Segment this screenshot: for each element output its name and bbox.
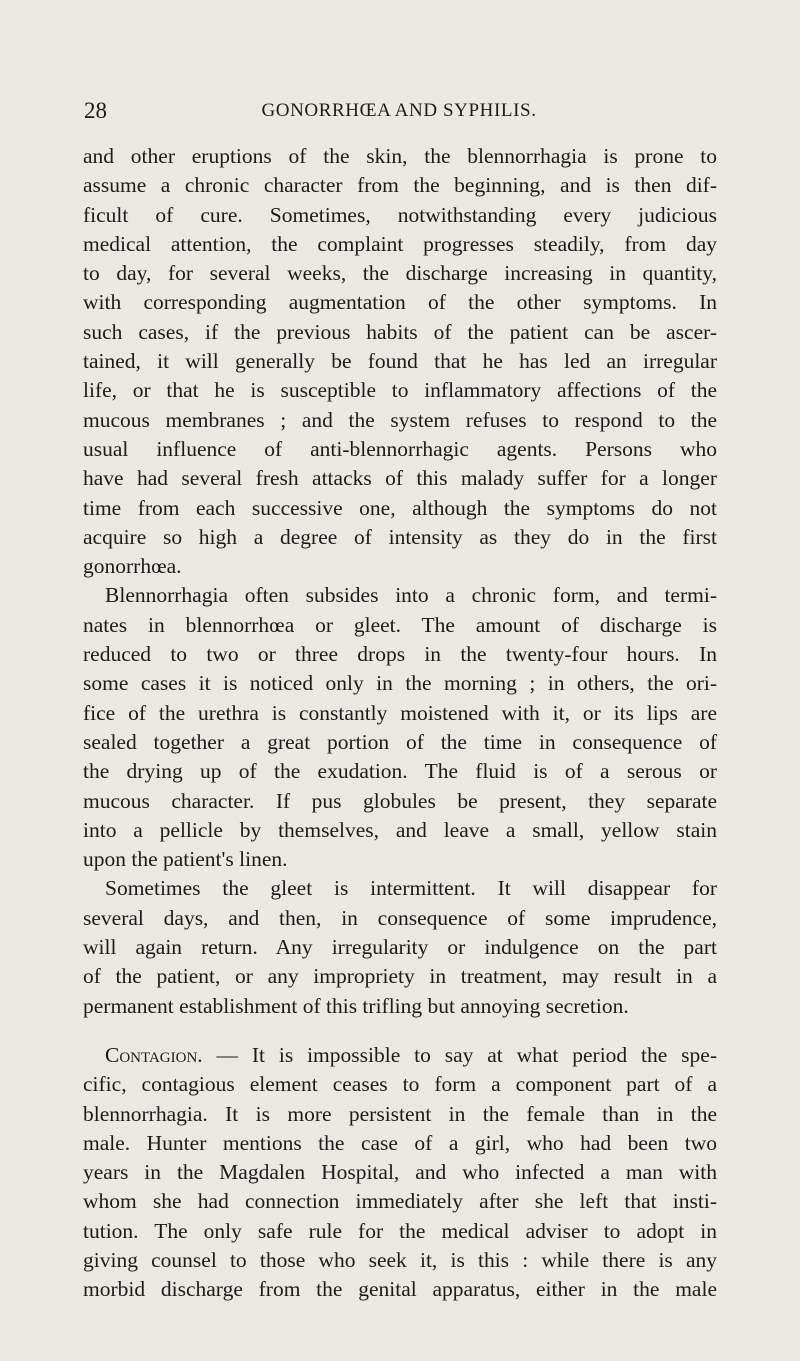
text-line: assume a chronic character from the beginning, and is then dif- [83, 173, 717, 198]
paragraph-eruptions [83, 142, 717, 581]
paragraph-chronic-form [83, 581, 717, 874]
text-line: gonorrhœa. [83, 554, 182, 579]
text-line: Sometimes the gleet is intermittent. It will disappear for [105, 876, 717, 901]
text-line: medical attention, the complaint progresses steadily, from day [83, 231, 717, 256]
text-line: giving counsel to those who seek it, is this : while there is any [83, 1247, 717, 1272]
text-line: upon the patient's linen. [83, 847, 288, 872]
section-heading-contagion: Contagion. [105, 1042, 203, 1067]
text-line: cific, contagious element ceases to form a component part of a [83, 1072, 717, 1097]
text-line: life, or that he is susceptible to inflammatory affections of the [83, 378, 717, 403]
text-line: male. Hunter mentions the case of a girl, who had been two [83, 1130, 717, 1155]
text-line: of the patient, or any impropriety in treatment, may result in a [83, 964, 717, 989]
page-number: 28 [84, 98, 107, 123]
text-line: ficult of cure. Sometimes, notwithstanding every judicious [83, 202, 717, 227]
text-line: have had several fresh attacks of this malady suffer for a longer [83, 466, 717, 491]
text-line: fice of the urethra is constantly moistened with it, or its lips are [83, 700, 717, 725]
text-line: the drying up of the exudation. The fluid is of a serous or [83, 759, 717, 784]
text-line: nates in blennorrhœa or gleet. The amount of discharge is [83, 612, 717, 637]
section-contagion [83, 1041, 717, 1305]
text-line: such cases, if the previous habits of the patient can be ascer- [83, 319, 717, 344]
text-line: whom she had connection immediately after she left that insti- [83, 1189, 717, 1214]
text-line: with corresponding augmentation of the other symptoms. In [83, 290, 717, 315]
text-line: mucous membranes ; and the system refuses to respond to the [83, 407, 717, 432]
text-line: some cases it is noticed only in the morning ; in others, the ori- [83, 671, 717, 696]
text-line: permanent establishment of this trifling but annoying secretion. [83, 993, 629, 1018]
text-line: time from each successive one, although the symptoms do not [83, 495, 717, 520]
text-line: sealed together a great portion of the time in consequence of [83, 729, 717, 754]
running-head: GONORRHŒA AND SYPHILIS. [261, 100, 537, 121]
text-line: and other eruptions of the skin, the blennorrhagia is prone to [83, 144, 717, 168]
text-line: to day, for several weeks, the discharge increasing in quantity, [83, 261, 717, 286]
text-line [83, 1041, 717, 1070]
text-line: will again return. Any irregularity or indulgence on the part [83, 935, 717, 960]
text-line: acquire so high a degree of intensity as they do in the first [83, 524, 717, 549]
text-line: years in the Magdalen Hospital, and who infected a man with [83, 1160, 717, 1185]
page-header [84, 94, 714, 128]
text-line: morbid discharge from the genital apparatus, either in the male [83, 1277, 717, 1302]
text-line: mucous character. If pus globules be present, they separate [83, 788, 717, 813]
text-line: tution. The only safe rule for the medical adviser to adopt in [83, 1218, 717, 1243]
text-line: reduced to two or three drops in the twenty-four hours. In [83, 642, 717, 667]
text-line: Blennorrhagia often subsides into a chronic form, and termi- [105, 583, 717, 608]
text-line: into a pellicle by themselves, and leave a small, yellow stain [83, 817, 717, 842]
text-line: several days, and then, in consequence of some imprudence, [83, 905, 717, 930]
paragraph-intermittent-gleet [83, 874, 717, 1020]
body-text [83, 142, 717, 1305]
text-line: blennorrhagia. It is more persistent in the female than in the [83, 1101, 717, 1126]
text-fragment: — It is impossible to say at what period the spe- [202, 1042, 717, 1067]
section-gap [83, 1021, 717, 1041]
text-line: tained, it will generally be found that he has led an irregular [83, 349, 717, 374]
text-line: usual influence of anti-blennorrhagic agents. Persons who [83, 436, 717, 461]
